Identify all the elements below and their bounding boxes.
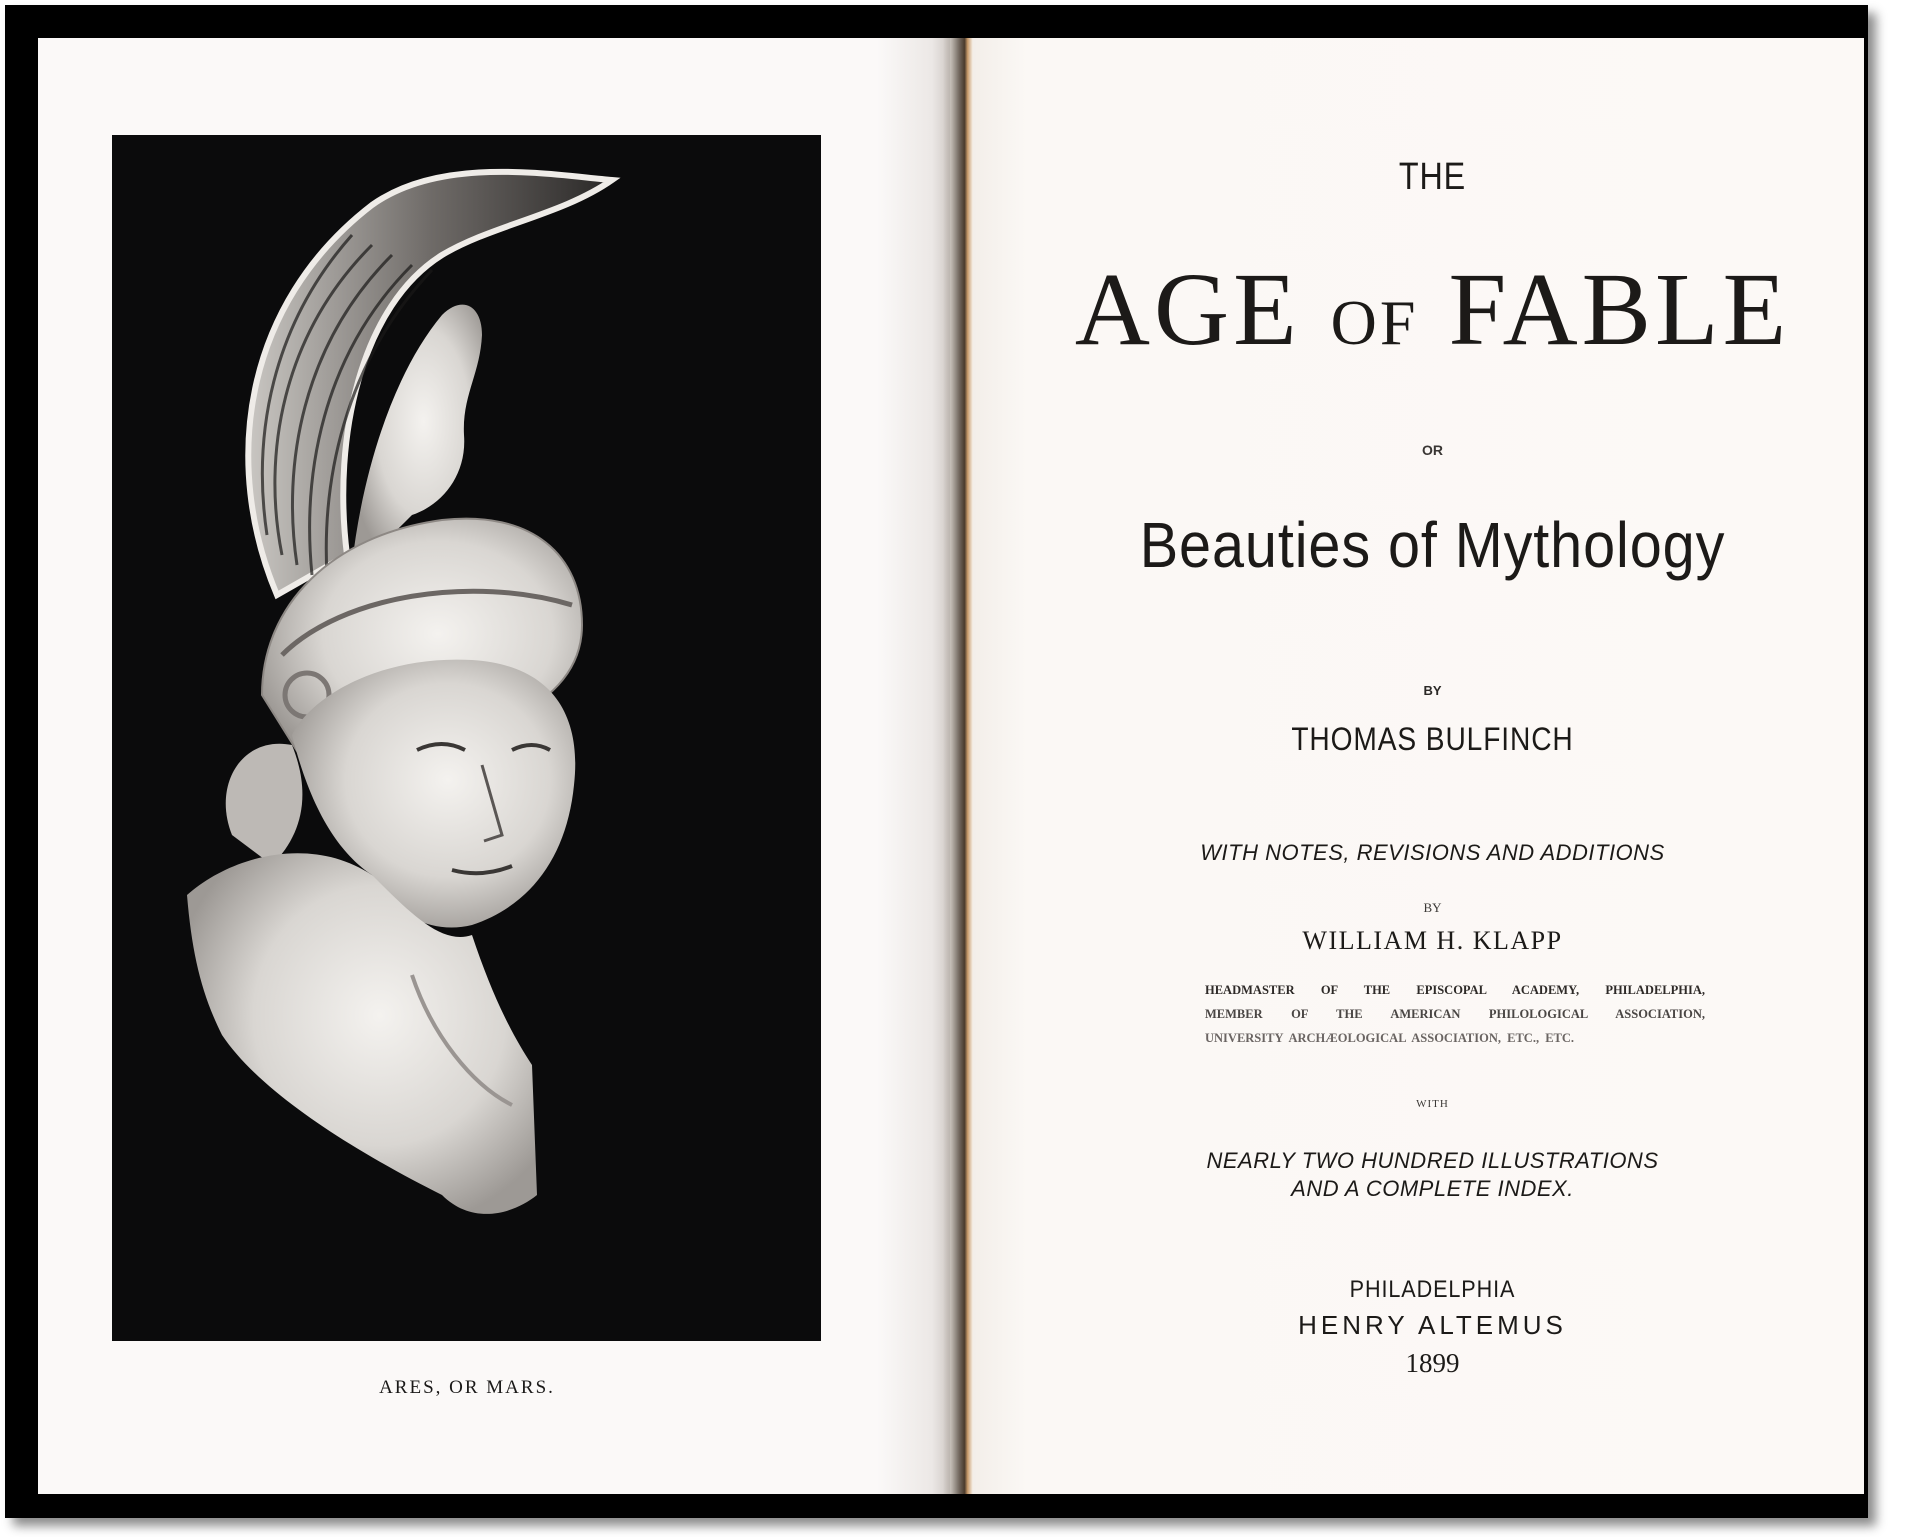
title-word-age: AGE (1074, 252, 1301, 367)
credential-line: MEMBER OF THE AMERICAN PHILOLOGICAL ASSOCIATION, (1205, 1007, 1705, 1021)
by-label-editor: BY (1423, 900, 1442, 915)
ares-bust-illustration (112, 135, 821, 1341)
with-label: WITH (1416, 1098, 1449, 1110)
author-name: THOMAS BULFINCH (1291, 721, 1574, 757)
book-spread (38, 38, 1864, 1494)
editor-name: WILLIAM H. KLAPP (1302, 926, 1563, 955)
illustrations-line-1: NEARLY TWO HUNDRED ILLUSTRATIONS (1206, 1148, 1659, 1173)
frontispiece-plate (112, 135, 821, 1341)
by-label-author: BY (1423, 683, 1442, 698)
credential-line: HEADMASTER OF THE EPISCOPAL ACADEMY, PHILADELPHIA, (1205, 983, 1705, 997)
publication-city: PHILADELPHIA (1349, 1276, 1516, 1303)
book-spine-gutter (943, 38, 973, 1494)
credential-line: UNIVERSITY ARCHÆOLOGICAL ASSOCIATION, ETC., ETC. (1205, 1031, 1575, 1045)
publication-year: 1899 (1405, 1348, 1460, 1378)
publisher-name: HENRY ALTEMUS (1298, 1310, 1567, 1340)
black-photo-frame (5, 5, 1868, 1518)
subtitle: Beauties of Mythology (1139, 509, 1726, 581)
illustrations-line-2: AND A COMPLETE INDEX. (1291, 1176, 1574, 1201)
title-word-of: OF (1330, 287, 1419, 358)
right-page-title-page (973, 38, 1864, 1494)
left-page-frontispiece (38, 38, 950, 1494)
title-conjunction: OR (1422, 442, 1443, 458)
notes-revisions-line: WITH NOTES, REVISIONS AND ADDITIONS (1200, 840, 1665, 865)
title-word-fable: FABLE (1448, 252, 1791, 367)
frontispiece-caption: ARES, OR MARS. (379, 1377, 555, 1398)
editor-credentials (1205, 978, 1705, 1050)
title-article: THE (1398, 156, 1467, 198)
main-title (987, 252, 1864, 367)
